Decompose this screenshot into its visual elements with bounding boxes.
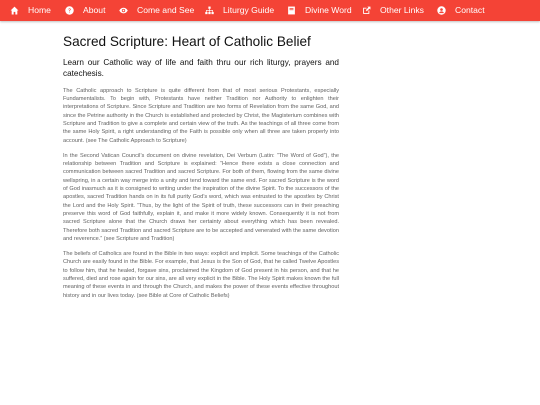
nav-item-come-and-see[interactable] [119,0,194,21]
nav-item-about[interactable] [65,0,105,21]
paragraph-scripture-and-tradition: In the Second Vatican Council’s document on divine revelation, Dei Verbum (Latin: “The Word of God”), the relationship between Tradition and Scripture is explained: “Hence there exists a close connection and communication between sacred Tradition and sacred Scripture. For both of them, flowing from the same divine wellspring, in a certain way merge into a unity and tend toward the same end. For sacred Scripture is the word of God inasmuch as it is consigned to writing under the inspiration of the divine Spirit. To the successors of the apostles, sacred Tradition hands on in its full purity God’s word, which was entrusted to the apostles by Christ the Lord and the Holy Spirit. “Thus, by the light of the Spirit of truth, these successors can in their preaching preserve this word of God faithfully, explain it, and make it more widely known. Consequently it is not from sacred Scripture alone that the Church draws her certainty about everything which has been revealed. Therefore both sacred Tradition and sacred Scripture are to be accepted and venerated with the same devotion and reverence.” (see Scripture and Tradition) [63,152,339,242]
home-icon [10,6,19,15]
nav-label-divine-word: Divine Word [305,5,352,15]
nav-item-liturgy-guide[interactable] [205,0,274,21]
nav-item-other-links[interactable] [362,0,424,21]
contact-icon [437,6,446,15]
nav-label-about: About [83,5,106,15]
page-subtitle: Learn our Catholic way of life and faith thru our rich liturgy, prayers and catechesis. [63,58,339,79]
book-icon [287,6,296,15]
nav-label-home: Home [28,5,51,15]
nav-label-contact: Contact [455,5,485,15]
page-title: Sacred Scripture: Heart of Catholic Belief [63,34,311,49]
question-circle-icon [65,6,74,15]
eye-icon [119,6,128,15]
main-content [63,33,339,300]
nav-label-liturgy-guide: Liturgy Guide [223,5,275,15]
sitemap-icon [205,6,214,15]
nav-item-contact[interactable] [437,0,485,21]
nav-item-home[interactable] [10,0,51,21]
nav-label-other-links: Other Links [380,5,424,15]
external-link-icon [362,6,371,15]
nav-item-divine-word[interactable] [287,0,352,21]
paragraph-catholic-approach: The Catholic approach to Scripture is quite different from that of most serious Protestants, especially Fundamentalists. To begin with, Protestants have neither Tradition nor Authority to enlighten their interpretations of Scripture. Since Scripture and Tradition are two forms of Revelation from the same God, and since the Petrine authority in the Church is established and protected by Christ, the Magisterium combines with Scripture and Tradition to give a complete and certain view of the truth. As the teachings of all three come from the same Holy Spirit, a right understanding of the Faith is possible only when all three are taken properly into account. (see The Catholic Approach to Scripture) [63,87,339,144]
nav-label-come-and-see: Come and See [137,5,195,15]
top-navbar [0,0,540,21]
paragraph-bible-core-beliefs: The beliefs of Catholics are found in the Bible in two ways: explicit and implicit. Some teachings of the Catholic Church are easily found in the Bible. For example, that Jesus is the Son of God, that he called Twelve Apostles to follow him, that he healed, forgave sins, proclaimed the Kingdom of God present in his person, and that he suffered, died and rose again for our sins, are all very explicit in the Bible. The Holy Spirit makes known the full meaning of these events in and through the Church, and makes the power of these events effective throughout history and in our lives today. (see Bible at Core of Catholic Beliefs) [63,251,339,299]
